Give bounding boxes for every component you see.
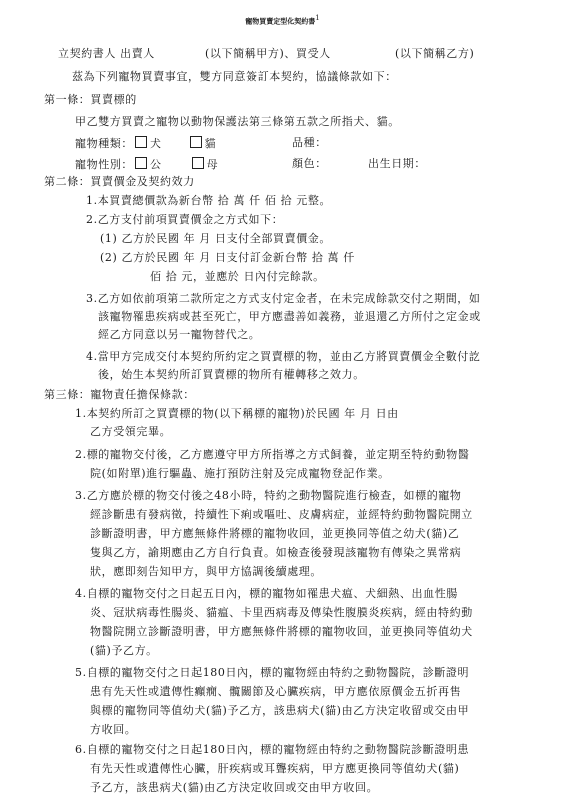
article-3-item-5-line: 與標的寵物同等值幼犬(貓)予乙方，該患病犬(貓)由乙方決定收留或交由甲 xyxy=(90,704,470,717)
parties-seller: 立契約書人 出賣人 xyxy=(58,47,155,60)
pet-kind-row xyxy=(75,136,216,150)
article-2-item-1: 1.本買賣總價款為新台幣 拾 萬 仟 佰 拾 元整。 xyxy=(86,194,332,207)
article-3-item-4-line: 物醫院開立診斷證明書，甲方應無條件將標的寵物收回，並更換同等值幼犬 xyxy=(90,625,473,638)
pet-kind-label: 寵物種類： xyxy=(75,137,133,150)
article-2-heading: 第二條：買賣價金及契約效力 xyxy=(44,175,195,188)
article-3-item-5-line: 5.自標的寵物交付之日起180日內，標的寵物經由特約之動物醫院，診斷證明 xyxy=(75,666,470,679)
breed-label: 品種： xyxy=(292,136,327,149)
dog-checkbox[interactable] xyxy=(135,136,147,148)
article-3-item-3-line: 狀，應即刻告知甲方，與甲方協調後續處理。 xyxy=(90,565,322,578)
intro-text: 茲為下列寵物買賣事宜，雙方同意簽訂本契約，協議條款如下： xyxy=(72,70,397,83)
title-footnote-mark: 1 xyxy=(315,14,320,22)
article-2-item-4-line: 4.當甲方完成交付本契約所約定之買賣標的物，並由乙方將買賣價金全數付訖 xyxy=(86,350,481,363)
article-3-item-1-line: 乙方受領完畢。 xyxy=(90,425,172,438)
article-2-item-2a: (1) 乙方於民國 年 月 日支付全部買賣價金。 xyxy=(100,232,331,245)
male-checkbox[interactable] xyxy=(135,157,147,169)
article-1-line: 甲乙雙方買賣之寵物以動物保護法第三條第五款之所指犬、貓。 xyxy=(75,115,400,128)
pet-sex-label: 寵物性別： xyxy=(75,158,133,171)
article-3-item-6-line: 予乙方，該患病犬(貓)由乙方決定收回或交由甲方收回。 xyxy=(90,781,379,794)
article-3-item-3-line: 經診斷患有發病徵，持續性下痢或嘔吐、皮膚病症，並經特約動物醫院開立 xyxy=(90,508,473,521)
article-3-item-4-line: 4.自標的寵物交付之日起五日內，標的寵物如罹患犬瘟、犬細熱、出血性腸 xyxy=(75,587,458,600)
article-3-item-5-line: 患有先天性或遺傳性癲癇、髖關節及心臟疾病，甲方應依原價金五折再售 xyxy=(90,685,462,698)
article-3-item-4-line: (貓)予乙方。 xyxy=(90,644,158,657)
article-1-heading: 第一條：買賣標的 xyxy=(44,93,137,106)
title-text: 寵物買賣定型化契約書 xyxy=(245,16,316,26)
article-2-item-2b: (2) 乙方於民國 年 月 日支付訂金新台幣 拾 萬 仟 xyxy=(100,251,355,264)
article-3-item-1-line: 1.本契約所訂之買賣標的物(以下稱標的寵物)於民國 年 月 日由 xyxy=(75,407,399,420)
cat-checkbox[interactable] xyxy=(190,136,202,148)
article-3-item-2-line: 2.標的寵物交付後，乙方應遵守甲方所指導之方式飼養，並定期至特約動物醫 xyxy=(75,448,470,461)
pet-sex-row xyxy=(75,157,218,171)
article-3-item-6-line: 6.自標的寵物交付之日起180日內，標的寵物經由特約之動物醫院診斷證明患 xyxy=(75,743,470,756)
article-2-item-4-line: 後，始生本契約所訂買賣標的物所有權轉移之效力。 xyxy=(98,368,365,381)
female-label: 母 xyxy=(206,158,219,171)
article-2-item-3-line: 3.乙方如依前項第二款所定之方式支付定金者，在未完成餘款交付之期間，如 xyxy=(86,292,481,305)
document-title xyxy=(0,12,565,27)
article-3-item-5-line: 方收回。 xyxy=(90,723,137,736)
cat-label: 貓 xyxy=(204,137,217,150)
color-label: 顏色： xyxy=(292,157,327,170)
article-3-item-3-line: 3.乙方應於標的物交付後之48小時，特約之動物醫院進行檢查，如標的寵物 xyxy=(75,489,462,502)
article-3-item-3-line: 診斷證明書，甲方應無條件將標的寵物收回，並更換同等值之幼犬(貓)乙 xyxy=(90,527,460,540)
article-3-heading: 第三條：寵物責任擔保條款： xyxy=(44,388,195,401)
article-3-item-2-line: 院(如附單)進行驅蟲、施打預防注射及完成寵物登記作業。 xyxy=(90,467,390,480)
male-label: 公 xyxy=(150,158,162,171)
article-2-item-2b-cont: 佰 拾 元，並應於 日內付完餘款。 xyxy=(150,270,325,283)
article-3-item-4-line: 炎、冠狀病毒性腸炎、貓瘟、卡里西病毒及傳染性腹膜炎疾病，經由特約動 xyxy=(90,606,473,619)
birth-date-label: 出生日期： xyxy=(368,157,426,170)
dog-label: 犬 xyxy=(150,137,162,150)
parties-buyer-alias: (以下簡稱乙方) xyxy=(395,47,475,60)
article-2-item-2: 2.乙方支付前項買賣價金之方式如下： xyxy=(86,213,284,226)
article-2-item-3-line: 經乙方同意以另一寵物替代之。 xyxy=(98,328,261,341)
female-checkbox[interactable] xyxy=(192,157,204,169)
article-3-item-6-line: 有先天性或遺傳性心臟，肝疾病或耳聾疾病，甲方應更換同等值幼犬(貓) xyxy=(90,762,460,775)
parties-buyer: (以下簡稱甲方)、買受人 xyxy=(205,47,331,60)
article-3-item-3-line: 隻與乙方，諭期應由乙方自行負責。如檢查後發現該寵物有傳染之異常病 xyxy=(90,546,462,559)
article-2-item-3-line: 該寵物罹患疾病或甚至死亡，甲方應盡善如義務，並退還乙方所付之定金或 xyxy=(98,310,481,323)
